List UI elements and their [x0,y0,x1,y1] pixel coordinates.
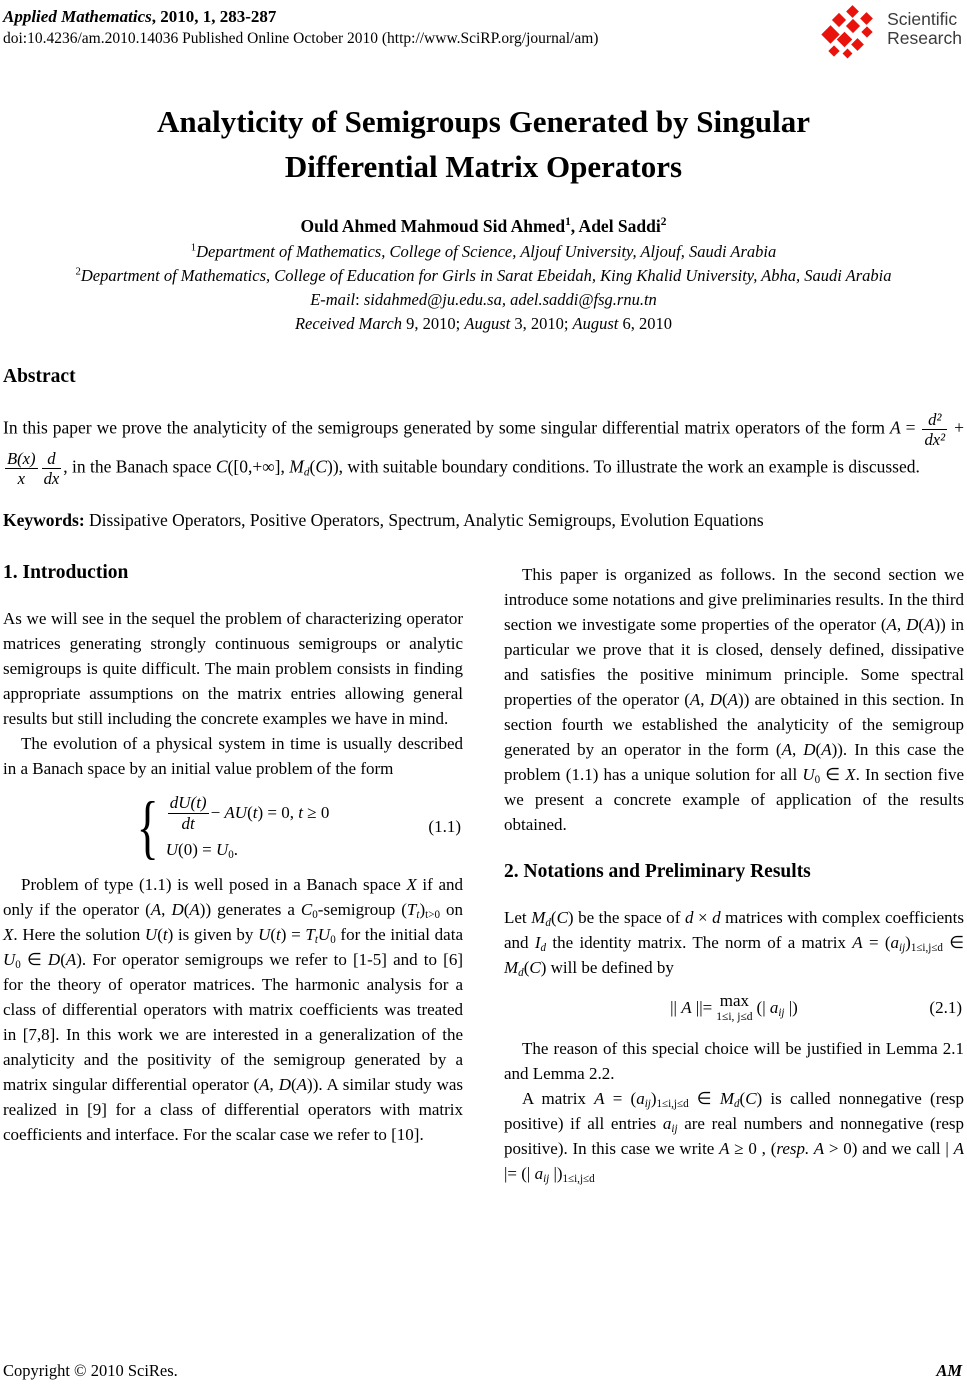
journal-citation: Applied Mathematics, 2010, 1, 283-287 [3,7,277,26]
doi-line: doi:10.4236/am.2010.14036 Published Online October 2010 (http://www.SciRP.org/journal/am) [3,30,599,47]
copyright-notice: Copyright © 2010 SciRes. [3,1361,178,1380]
right-column [504,562,964,1185]
intro-paragraph-3: Problem of type (1.1) is well posed in a Banach space X if and only if the operator (A, D(A)) generates a $C_0$-semigroup $(T_t)_{t>0}$ on X. Here the solution U(t) is given by $U(t) = T_tU_0$ for the initial data $U_0$ ∈ D(A). For operator semigroups we refer to [1-5] and to [6] for the theory of operator matrices. The harmonic analysis for a class of differential operators with matrix coefficients was treated in [7,8]. In this work we are interested in a generalization of the analyticity and the positivity of the semigroup generated by a matrix singular differential operator (A, D(A)). A similar study was realized in [9] for a class of differential operators with matrix coefficients and interface. For the scalar case we refer to [10]. [3,875,464,1145]
abstract-heading: Abstract [3,365,76,387]
publisher-logo [823,6,962,60]
equation-1-1 [3,787,463,867]
equation-1-1-row1 [166,793,330,833]
intro-paragraph-1: As we will see in the sequel the problem of characterizing operator matrices generating strongly continuous semigroups or analytic semigroups is quite difficult. The main problem consists in finding appropriate assumptions on the matrix entries allowing general results but still including the concrete examples we have in mind. [3,609,463,729]
norm-lhs: || A ||= [670,997,713,1017]
equation-1-1-number: (1.1) [428,816,461,836]
page-header [3,6,964,60]
publisher-name-line1: Scientific [887,9,958,29]
max-operator: max 1≤i, j≤d [716,991,753,1023]
notations-paragraph-2: The reason of this special choice will be justified in Lemma 2.1 and Lemma 2.2. [504,1038,964,1083]
equation-2-1 [504,992,964,1023]
affiliation-2: $^2$Department of Mathematics, College of Education for Girls in Sarat Ebeidah, King Khalid University, Abha, Saudi Arabia [75,265,892,285]
notations-paragraph-1: Let $M_d(C)$ be the space of d × d matrices with complex coefficients and $I_d$ the identity matrix. The norm of a matrix $A = (a_{ij})_{1\le i,j\le d}$ ∈ $M_d(C)$ will be defined by [504,908,965,980]
email-line: E-mail: sidahmed@ju.edu.sa, adel.saddi@fsg.rnu.tn [310,289,657,309]
two-column-body [3,562,964,1185]
authors-line: Ould Ahmed Mahmoud Sid Ahmed$^1$, Adel Saddi$^2$ [300,215,667,236]
equation-1-1-row1-rest: − AU(t) = 0, t ≥ 0 [210,803,330,823]
organization-paragraph: This paper is organized as follows. In the second section we introduce some notations and give preliminaries results. In the third section we investigate some properties of the operator (A, D(A)) in particular we prove that it is closed, densely defined, dissipative and satisfies the positive minimum principle. Some spectral properties of the operator (A, D(A)) are obtained in this section. In section fourth we established the analyticity of the semigroup generated by an operator in the form (A, D(A)). In this case the problem (1.1) has a unique solution for all $U_0$ ∈ X. In section five we present a concrete example of application of the results obtained. [504,565,965,835]
keywords-line: Keywords: Dissipative Operators, Positive Operators, Spectrum, Analytic Semigroups, Evolution Equations [3,510,764,531]
left-column [3,562,463,1185]
equation-1-1-body [136,787,330,867]
notations-paragraph-3: A matrix $A = (a_{ij})_{1\le i,j\le d}$ ∈ $M_d(C)$ is called nonnegative (resp positive) if all entries $a_{ij}$ are real numbers and nonnegative (resp positive). In this case we write A ≥ 0 , (resp. A > 0) and we call | A |= (| $a_{ij}$ $|)_{1\le i,j\le d}$ [504,1088,965,1185]
equation-2-1-body [670,992,798,1023]
equation-2-1-number: (2.1) [929,997,962,1017]
publisher-name-line2: Research [887,28,962,48]
derivative-fraction: $\frac{dU(t)}{dt}$ [169,793,207,833]
scirp-diamonds-icon [823,6,880,60]
journal-info [3,6,598,48]
left-brace-icon: { [136,787,159,867]
affiliation-1: $^1$Department of Mathematics, College of Science, Aljouf University, Aljouf, Saudi Arabia [190,241,777,261]
equation-1-1-rows [166,793,330,860]
section-2-heading: 2. Notations and Preliminary Results [504,861,811,883]
journal-abbreviation: AM [936,1361,962,1380]
norm-rhs: (| $a_{ij}$ |) [756,997,798,1019]
received-line: Received March 9, 2010; August 3, 2010; August 6, 2010 [294,313,673,333]
equation-1-1-row2: $U(0) = U_0$. [165,840,239,862]
paper-title: Analyticity of Semigroups Generated by Singular Differential Matrix Operators [156,104,811,184]
page-footer [3,1361,962,1381]
section-1-heading: 1. Introduction [3,562,129,584]
abstract-text: In this paper we prove the analyticity of the semigroups generated by some singular differential matrix operators of the form A = $\frac{\text{d²}}{\text{dx²}}$ + $\frac{B(x)}{x}$ $\frac{d}{dx}$ , in the Banach space C([0,+∞], $M_d(C)$), with suitable boundary conditions. To illustrate the work an example is discussed. [3,409,964,489]
publisher-name [887,10,962,48]
intro-paragraph-2: The evolution of a physical system in time is usually described in a Banach space by an initial value problem of the form [3,734,463,779]
